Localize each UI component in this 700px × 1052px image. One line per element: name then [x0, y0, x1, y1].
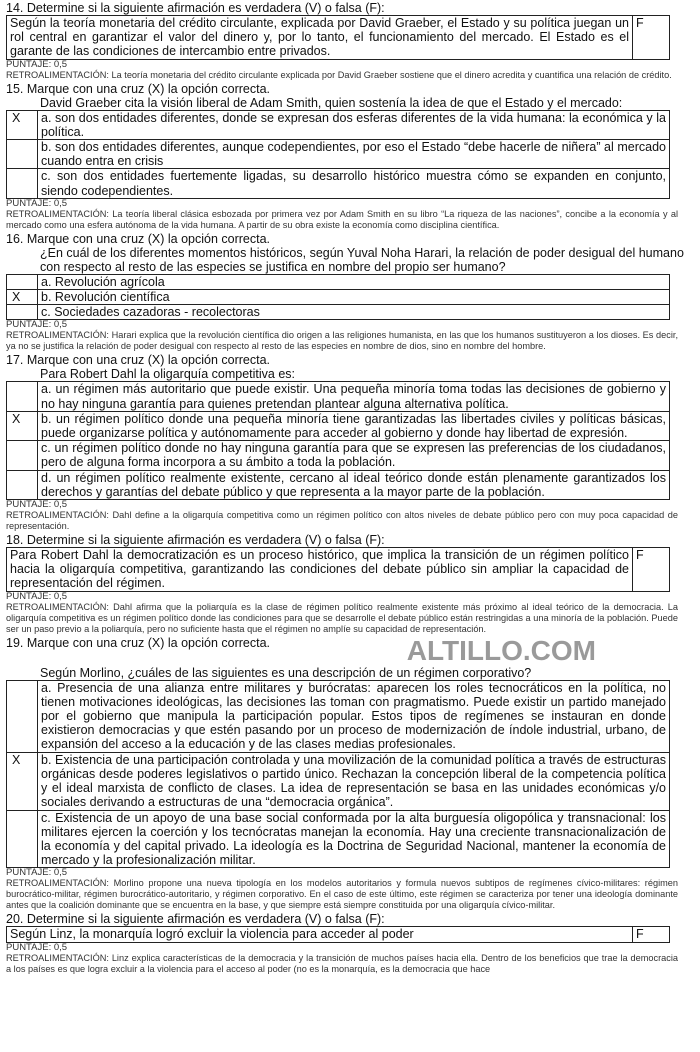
option-row[interactable] — [7, 169, 670, 198]
option-text: a. Revolución agrícola — [38, 274, 670, 289]
option-text: a. Presencia de una alianza entre militares y burócratas: aparecen los roles tecnocráticos en la política, no tienen motivaciones ideológicas, las decisiones las toman con pragmatismo. Puede existir un partido manejado por el gobierno que manipula la participación popular. Estos tipos de regímenes se instauran en donde existieron democracias y que estén pasando por un proceso de modernización de índole industrial, urbano, de expansión del acceso a la educación y de las clases medias profesionales. — [38, 680, 670, 752]
question-header: 18. Determine si la siguiente afirmación es verdadera (V) o falsa (F): — [6, 533, 385, 548]
option-row[interactable] — [7, 290, 670, 305]
option-text: a. son dos entidades diferentes, donde se expresan dos esferas diferentes de la vida humana: la económica y la política. — [38, 110, 670, 139]
statement-row — [7, 548, 670, 592]
question-prompt: Para Robert Dahl la oligarquía competitiva es: — [40, 367, 295, 382]
option-row[interactable] — [7, 470, 670, 499]
statement-row — [7, 927, 670, 942]
score-label: PUNTAJE: 0,5 — [6, 319, 68, 331]
statement-text: Según Linz, la monarquía logró excluir la violencia para acceder al poder — [7, 927, 633, 942]
option-text: c. Sociedades cazadoras - recolectoras — [38, 305, 670, 320]
option-text: b. un régimen político donde una pequeña minoría tiene garantizadas las libertades civiles y políticas básicas, puede organizarse política y autónomamente para acceder al gobierno y donde hay libertad de expresión. — [38, 411, 670, 440]
option-mark-cell[interactable]: X — [7, 290, 38, 305]
true-false-table — [6, 547, 670, 592]
option-mark-cell[interactable] — [7, 441, 38, 470]
score-label: PUNTAJE: 0,5 — [6, 941, 68, 953]
option-mark-cell[interactable] — [7, 810, 38, 868]
true-false-table — [6, 15, 670, 60]
options-table — [6, 110, 670, 199]
option-row[interactable] — [7, 305, 670, 320]
question-header: 16. Marque con una cruz (X) la opción correcta. — [6, 231, 271, 246]
answer-cell[interactable]: F — [633, 927, 670, 942]
option-text: c. Existencia de un apoyo de una base social conformada por la alta burguesía oligopólica y transnacional: los militares ejercen la coerción y los tecnócratas manejan la economía. Hay una creciente transnacionalización de la economía y del capital privado. La ideología es la Doctrina de Seguridad Nacional, mantener la economía de mercado y la profesionalización militar. — [38, 810, 670, 868]
feedback-text: RETROALIMENTACIÓN: Dahl define a la oligarquía competitiva como un régimen político con altos niveles de debate público pero con muy poca capacidad de representación. — [6, 510, 678, 532]
option-text: b. Revolución científica — [38, 290, 670, 305]
score-label: PUNTAJE: 0,5 — [6, 58, 68, 70]
option-mark-cell[interactable]: X — [7, 752, 38, 810]
question-18 — [6, 533, 696, 635]
option-mark-cell[interactable] — [7, 305, 38, 320]
question-header: 20. Determine si la siguiente afirmación es verdadera (V) o falsa (F): — [6, 912, 385, 927]
option-row[interactable] — [7, 382, 670, 411]
option-row[interactable] — [7, 140, 670, 169]
option-mark-cell[interactable]: X — [7, 110, 38, 139]
option-mark-cell[interactable] — [7, 274, 38, 289]
feedback-text: RETROALIMENTACIÓN: La teoría monetaria del crédito circulante explicada por David Graeber sostiene que el dinero acredita y cuantifica una relación de crédito. — [6, 69, 672, 80]
question-header: 15. Marque con una cruz (X) la opción correcta. — [6, 81, 271, 96]
true-false-table — [6, 926, 670, 942]
option-mark-cell[interactable] — [7, 680, 38, 752]
option-row[interactable] — [7, 411, 670, 440]
feedback-text: RETROALIMENTACIÓN: La teoría liberal clásica esbozada por primera vez por Adam Smith en su libro “La riqueza de las naciones”, concibe a la economía y al mercado como una esfera autónoma de la vida humana. A partir de su obra existe la economía como disciplina científica. — [6, 208, 678, 230]
feedback-text: RETROALIMENTACIÓN: Morlino propone una nueva tipología en los modelos autoritarios y formula nuevos subtipos de regímenes cívico-militares: régimen burocrático-militar, régimen burocrático-autoritario, y régimen corporativo. En el caso de este último, este régimen se caracteriza por tener una ideología dominante antes que la coalición dominante que se encuentra en la base, y que siempre está siempre constituida por una oligarquía cívico-militar. — [6, 878, 678, 911]
question-19 — [6, 636, 696, 912]
statement-text: Según la teoría monetaria del crédito circulante, explicada por David Graeber, el Estado y su política juegan un rol central en garantizar el valor del dinero y, por lo tanto, el funcionamiento del mercado. El Estado es el garante de las condiciones de intercambio entre privados. — [7, 16, 633, 60]
score-label: PUNTAJE: 0,5 — [6, 197, 68, 209]
feedback-text: RETROALIMENTACIÓN: Dahl afirma que la poliarquía es la clase de régimen político realmente existente más próximo al ideal teórico de la democracia. La oligarquía competitiva es un régimen político donde las condiciones para que se desarrolle el debate público están restringidas a una minoría de la población. Puede ser un paso previo a la poliarquía, pero no suficiente hasta que el régimen no amplíe su capacidad de representación. — [6, 601, 678, 634]
option-row[interactable] — [7, 274, 670, 289]
score-label: PUNTAJE: 0,5 — [6, 499, 68, 511]
option-text: b. son dos entidades diferentes, aunque codependientes, por eso el Estado “debe hacerle de niñera” al mercado cuando entra en crisis — [38, 140, 670, 169]
option-text: d. un régimen político realmente existente, cercano al ideal teórico donde están plenamente garantizados los derechos y garantías del debate público y que representa a la mayor parte de la población. — [38, 470, 670, 499]
question-16 — [6, 232, 696, 353]
options-table — [6, 381, 670, 500]
statement-text: Para Robert Dahl la democratización es un proceso histórico, que implica la transición de un régimen político hacia la oligarquía competitiva, garantizando las condiciones del debate público sin ampliar la capacidad de representación del régimen. — [7, 548, 633, 592]
question-15 — [6, 82, 696, 231]
question-prompt: David Graeber cita la visión liberal de Adam Smith, quien sostenía la idea de que el Estado y el mercado: — [40, 95, 623, 110]
answer-cell[interactable]: F — [633, 548, 670, 592]
feedback-text: RETROALIMENTACIÓN: Linz explica características de la democracia y la transición de muchos países hacia ella. Dentro de los beneficios que trae la democracia a los países es que logra excluir a la violencia para el acceso al poder (no es la monarquía, es la democracia que hace — [6, 952, 678, 974]
option-row[interactable] — [7, 441, 670, 470]
exam-document — [0, 1, 700, 975]
question-header: 19. Marque con una cruz (X) la opción correcta. — [6, 635, 271, 650]
option-row[interactable] — [7, 810, 670, 868]
watermark-logo: ALTILLO.COM — [406, 634, 596, 666]
option-mark-cell[interactable] — [7, 169, 38, 198]
option-text: a. un régimen más autoritario que puede existir. Una pequeña minoría toma todas las decisiones de gobierno y no hay ninguna garantía para quienes pretendan plantear alguna alternativa política. — [38, 382, 670, 411]
question-header: 17. Marque con una cruz (X) la opción correcta. — [6, 353, 271, 368]
question-20 — [6, 912, 696, 974]
option-text: c. son dos entidades fuertemente ligadas, su desarrollo histórico muestra cómo se expanden en conjunto, siendo codependientes. — [38, 169, 670, 198]
question-17 — [6, 353, 696, 532]
option-mark-cell[interactable] — [7, 470, 38, 499]
question-prompt: ¿En cuál de los diferentes momentos históricos, según Yuval Noha Harari, la relación de poder desigual del humano con respecto al resto de las especies se justifica en nombre del propio ser humano? — [40, 245, 684, 274]
option-row[interactable] — [7, 110, 670, 139]
option-mark-cell[interactable] — [7, 382, 38, 411]
feedback-text: RETROALIMENTACIÓN: Harari explica que la revolución científica dio origen a las religiones humanista, en las que los humanos sustituyeron a los dioses. Es decir, ya no se justifica la relación de poder desigual con respecto al resto de las especies en nombre de dios, sino en nombre del hombre. — [6, 330, 678, 352]
option-text: c. un régimen político donde no hay ninguna garantía para que se expresen las preferencias de los ciudadanos, pero de alguna forma incorpora a su ámbito a toda la población. — [38, 441, 670, 470]
option-row[interactable] — [7, 680, 670, 752]
question-prompt: Según Morlino, ¿cuáles de las siguientes es una descripción de un régimen corporativo? — [40, 665, 532, 680]
question-header: 14. Determine si la siguiente afirmación es verdadera (V) o falsa (F): — [6, 1, 385, 15]
statement-row — [7, 16, 670, 60]
question-14 — [6, 1, 696, 81]
option-row[interactable] — [7, 752, 670, 810]
answer-cell[interactable]: F — [633, 16, 670, 60]
option-mark-cell[interactable]: X — [7, 411, 38, 440]
options-table — [6, 274, 670, 321]
options-table — [6, 680, 670, 869]
score-label: PUNTAJE: 0,5 — [6, 867, 68, 879]
option-text: b. Existencia de una participación controlada y una movilización de la comunidad política a través de estructuras orgánicas desde poderes legislativos o partido único. Rechazan la concepción liberal de la competencia política y el ideal marxista de conflicto de clases. La idea de representación se basa en las unidades económicas y/o sociales derivando a estructuras de una “democracia orgánica”. — [38, 752, 670, 810]
score-label: PUNTAJE: 0,5 — [6, 590, 68, 602]
option-mark-cell[interactable] — [7, 140, 38, 169]
